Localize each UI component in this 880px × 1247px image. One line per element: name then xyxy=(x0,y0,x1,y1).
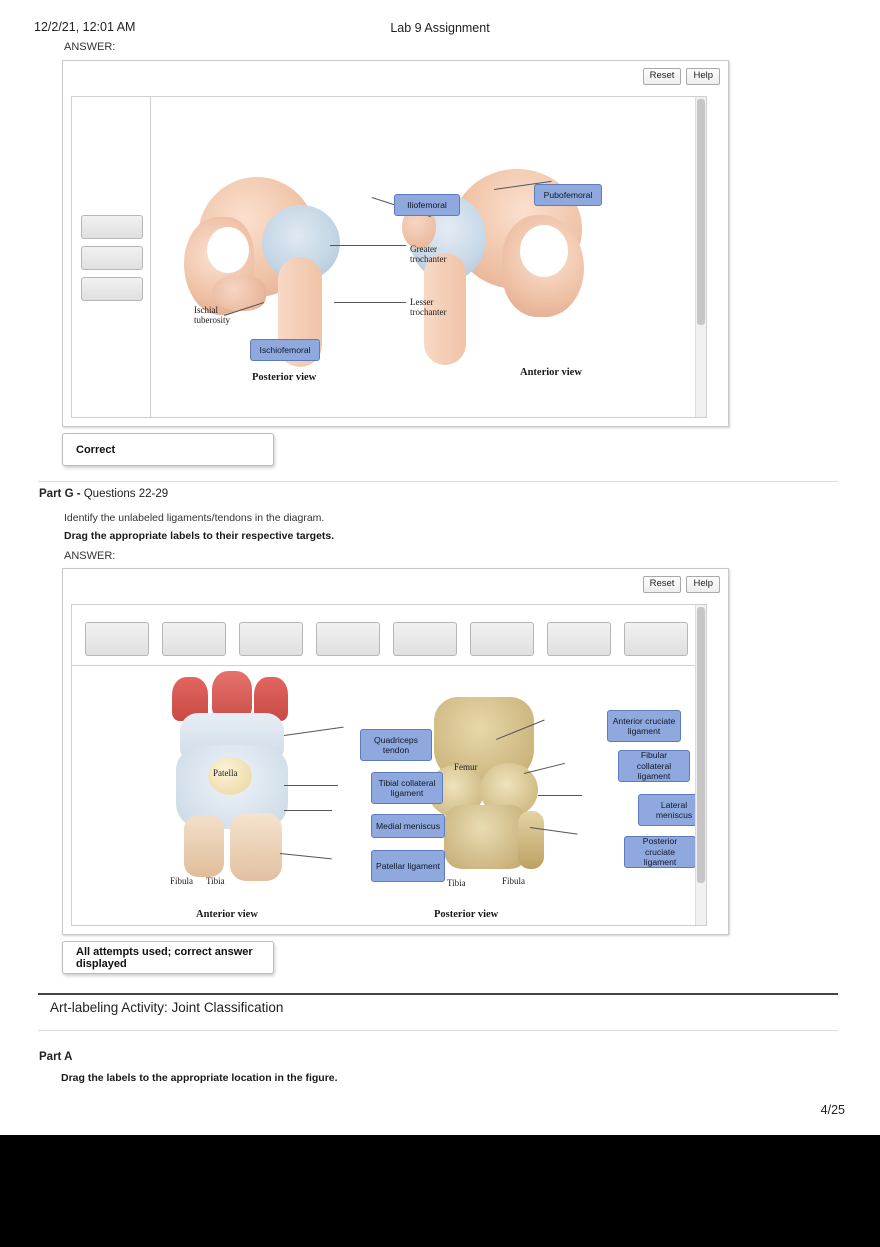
label-medial-meniscus[interactable]: Medial meniscus xyxy=(371,814,445,838)
caption-posterior-view: Posterior view xyxy=(434,909,499,920)
leader-line xyxy=(284,727,344,736)
canvas-scroll-thumb[interactable] xyxy=(697,99,705,325)
reset-button[interactable]: Reset xyxy=(643,68,682,85)
figure-text-ischial-tuberosity xyxy=(194,305,230,325)
leader-line xyxy=(330,245,406,246)
part-g-instruction: Drag the appropriate labels to their respective targets. xyxy=(64,530,335,542)
section-divider xyxy=(38,993,838,995)
label-lateral-meniscus[interactable]: Lateral meniscus xyxy=(638,794,707,826)
blank-tile[interactable] xyxy=(81,277,143,301)
label-posterior-cruciate-ligament[interactable]: Posterior cruciate ligament xyxy=(624,836,696,868)
hip-activity-canvas[interactable] xyxy=(71,96,707,418)
section-title-joint-classification: Art-labeling Activity: Joint Classification xyxy=(50,1000,284,1015)
figure-text-line: trochanter xyxy=(410,307,447,317)
caption-posterior-view: Posterior view xyxy=(252,372,317,383)
leader-line xyxy=(284,785,338,786)
canvas-scroll-thumb[interactable] xyxy=(697,607,705,883)
figure-text-lesser-trochanter xyxy=(410,297,446,317)
help-button[interactable]: Help xyxy=(686,576,720,593)
divider xyxy=(38,1030,838,1031)
blank-tile[interactable] xyxy=(393,622,457,656)
caption-anterior-view: Anterior view xyxy=(196,909,258,920)
label-tibial-collateral-ligament[interactable]: Tibial collateral ligament xyxy=(371,772,443,804)
part-g-question: Identify the unlabeled ligaments/tendons in the diagram. xyxy=(64,512,325,524)
label-bank-divider xyxy=(150,97,151,417)
leader-line xyxy=(538,795,582,796)
page-number: 4/25 xyxy=(820,1103,845,1117)
label-patellar-ligament[interactable]: Patellar ligament xyxy=(371,850,445,882)
blank-tile[interactable] xyxy=(547,622,611,656)
blank-tile[interactable] xyxy=(81,215,143,239)
help-button[interactable]: Help xyxy=(686,68,720,85)
hip-activity-buttons xyxy=(643,68,720,85)
label-ischiofemoral[interactable]: Ischiofemoral xyxy=(250,339,320,361)
part-a-instruction: Drag the labels to the appropriate location in the figure. xyxy=(61,1072,338,1084)
figure-text-greater-trochanter xyxy=(410,244,446,264)
part-g-heading xyxy=(39,488,168,500)
label-pubofemoral[interactable]: Pubofemoral xyxy=(534,184,602,206)
blank-tile[interactable] xyxy=(162,622,226,656)
caption-anterior-view: Anterior view xyxy=(520,367,582,378)
figure-text-fibula: Fibula xyxy=(170,876,194,886)
blank-tile[interactable] xyxy=(85,622,149,656)
answer-label-hip: ANSWER: xyxy=(64,41,116,53)
label-iliofemoral[interactable]: Iliofemoral xyxy=(394,194,460,216)
blank-tile[interactable] xyxy=(239,622,303,656)
answer-label-part-g: ANSWER: xyxy=(64,550,116,562)
blank-tile[interactable] xyxy=(316,622,380,656)
figure-text-line: tuberosity xyxy=(194,315,230,325)
knee-activity-panel xyxy=(62,568,729,935)
hip-activity-panel xyxy=(62,60,729,427)
figure-text-tibia-posterior: Tibia xyxy=(447,878,466,888)
figure-text-tibia: Tibia xyxy=(206,876,225,886)
figure-text-line: Greater xyxy=(410,244,437,254)
figure-text-line: Ischial xyxy=(194,305,218,315)
figure-text-fibula-posterior: Fibula xyxy=(502,876,526,886)
header-date: 12/2/21, 12:01 AM xyxy=(34,20,136,34)
figure-text-femur: Femur xyxy=(454,762,478,772)
label-anterior-cruciate-ligament[interactable]: Anterior cruciate ligament xyxy=(607,710,681,742)
label-quadriceps-tendon[interactable]: Quadriceps tendon xyxy=(360,729,432,761)
part-a-heading xyxy=(39,1051,72,1063)
knee-activity-buttons xyxy=(643,576,720,593)
divider xyxy=(38,481,838,482)
knee-activity-canvas[interactable] xyxy=(71,604,707,926)
part-g-heading-rest: Questions 22-29 xyxy=(80,488,169,500)
hip-feedback-correct: Correct xyxy=(62,433,274,466)
reset-button[interactable]: Reset xyxy=(643,576,682,593)
viewport-letterbox xyxy=(0,1135,880,1247)
label-fibular-collateral-ligament[interactable]: Fibular collateral ligament xyxy=(618,750,690,782)
part-a-heading-text: Part A xyxy=(39,1051,73,1063)
figure-text-line: Lesser xyxy=(410,297,434,307)
leader-line xyxy=(280,853,332,859)
blank-tile[interactable] xyxy=(470,622,534,656)
label-bank-divider xyxy=(72,665,696,666)
figure-text-patella: Patella xyxy=(213,768,238,778)
part-g-feedback: All attempts used; correct answer displayed xyxy=(62,941,274,974)
canvas-scrollbar[interactable] xyxy=(695,605,706,925)
leader-line xyxy=(334,302,406,303)
blank-tile[interactable] xyxy=(624,622,688,656)
part-g-heading-bold: Part G - xyxy=(39,488,81,500)
figure-text-line: trochanter xyxy=(410,254,447,264)
header-title: Lab 9 Assignment xyxy=(390,21,490,35)
blank-tile[interactable] xyxy=(81,246,143,270)
leader-line xyxy=(284,810,332,811)
canvas-scrollbar[interactable] xyxy=(695,97,706,417)
